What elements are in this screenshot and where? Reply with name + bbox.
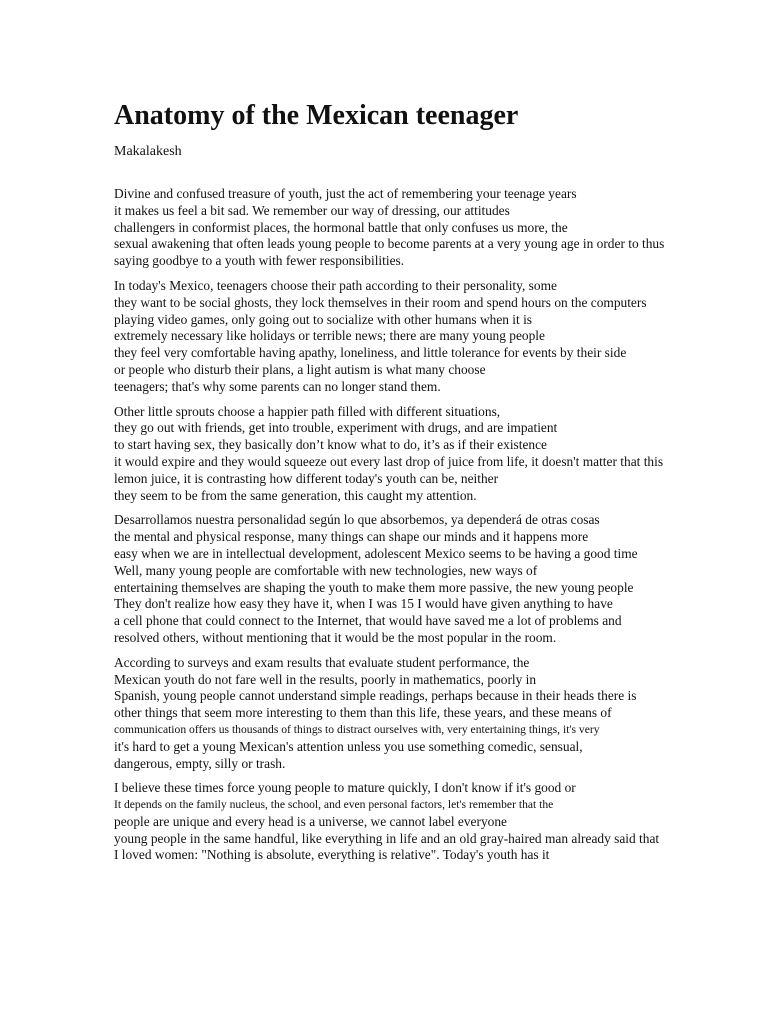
text-line: the mental and physical response, many things can shape our minds and it happens more: [114, 529, 589, 545]
text-line: they seem to be from the same generation, this caught my attention.: [114, 487, 477, 503]
document-author: Makalakesh: [114, 144, 182, 159]
text-line: I believe these times force young people to mature quickly, I don't know if it's good or: [114, 780, 576, 796]
text-line: Other little sprouts choose a happier path filled with different situations,: [114, 403, 501, 419]
text-line: resolved others, without mentioning that it would be the most popular in the room.: [114, 629, 557, 645]
text-line: playing video games, only going out to socialize with other humans when it is: [114, 311, 533, 327]
paragraph: [114, 780, 754, 864]
paragraph: [114, 655, 754, 773]
text-line: a cell phone that could connect to the Internet, that would have saved me a lot of problems and: [114, 613, 622, 629]
text-line: people are unique and every head is a universe, we cannot label everyone: [114, 813, 507, 829]
text-line: Spanish, young people cannot understand simple readings, perhaps because in their heads there is: [114, 688, 637, 704]
paragraph: [114, 186, 754, 270]
text-line: they feel very comfortable having apathy, loneliness, and little tolerance for events by their side: [114, 345, 627, 361]
text-line: it's hard to get a young Mexican's attention unless you use something comedic, sensual,: [114, 738, 583, 754]
document-page: [114, 100, 754, 872]
text-line: young people in the same handful, like everything in life and an old gray-haired man already said that: [114, 830, 660, 846]
text-line: Desarrollamos nuestra personalidad según lo que absorbemos, ya dependerá de otras cosas: [114, 512, 600, 528]
text-line: Mexican youth do not fare well in the results, poorly in mathematics, poorly in: [114, 671, 537, 687]
text-line: challengers in conformist places, the hormonal battle that only confuses us more, the: [114, 219, 568, 235]
text-line: Divine and confused treasure of youth, just the act of remembering your teenage years: [114, 186, 577, 201]
text-line: They don't realize how easy they have it, when I was 15 I would have given anything to have: [114, 596, 613, 612]
text-line: they go out with friends, get into trouble, experiment with drugs, and are impatient: [114, 420, 558, 436]
text-line: other things that seem more interesting to them than this life, these years, and these means of: [114, 705, 612, 721]
text-line: teenagers; that's why some parents can no longer stand them.: [114, 378, 441, 394]
paragraph: [114, 512, 754, 646]
text-line: or people who disturb their plans, a light autism is what many choose: [114, 361, 486, 377]
text-line: lemon juice, it is contrasting how different today's youth can be, neither: [114, 470, 499, 486]
text-line: it makes us feel a bit sad. We remember our way of dressing, our attitudes: [114, 202, 510, 218]
paragraph: [114, 278, 754, 396]
text-line: it would expire and they would squeeze out every last drop of juice from life, it doesn't matter that this: [114, 453, 664, 469]
text-line: Well, many young people are comfortable with new technologies, new ways of: [114, 562, 538, 578]
document-body: [114, 186, 754, 864]
text-line: saying goodbye to a youth with fewer responsibilities.: [114, 253, 405, 269]
text-line: dangerous, empty, silly or trash.: [114, 755, 286, 771]
text-line: extremely necessary like holidays or terrible news; there are many young people: [114, 328, 545, 344]
text-line: It depends on the family nucleus, the school, and even personal factors, let's remember that the: [114, 798, 554, 812]
text-line: easy when we are in intellectual development, adolescent Mexico seems to be having a good time: [114, 545, 638, 561]
text-line: According to surveys and exam results that evaluate student performance, the: [114, 654, 530, 670]
document-title: Anatomy of the Mexican teenager: [114, 100, 519, 131]
text-line: communication offers us thousands of things to distract ourselves with, very entertaining things, it's very: [114, 722, 600, 736]
paragraph: [114, 404, 754, 505]
text-line: I loved women: "Nothing is absolute, everything is relative". Today's youth has it: [114, 847, 550, 863]
text-line: entertaining themselves are shaping the youth to make them more passive, the new young people: [114, 579, 634, 595]
text-line: they want to be social ghosts, they lock themselves in their room and spend hours on the computers: [114, 294, 647, 310]
text-line: to start having sex, they basically don’t know what to do, it’s as if their existence: [114, 437, 547, 453]
text-line: sexual awakening that often leads young people to become parents at a very young age in order to thus: [114, 236, 665, 252]
text-line: In today's Mexico, teenagers choose their path according to their personality, some: [114, 277, 557, 293]
